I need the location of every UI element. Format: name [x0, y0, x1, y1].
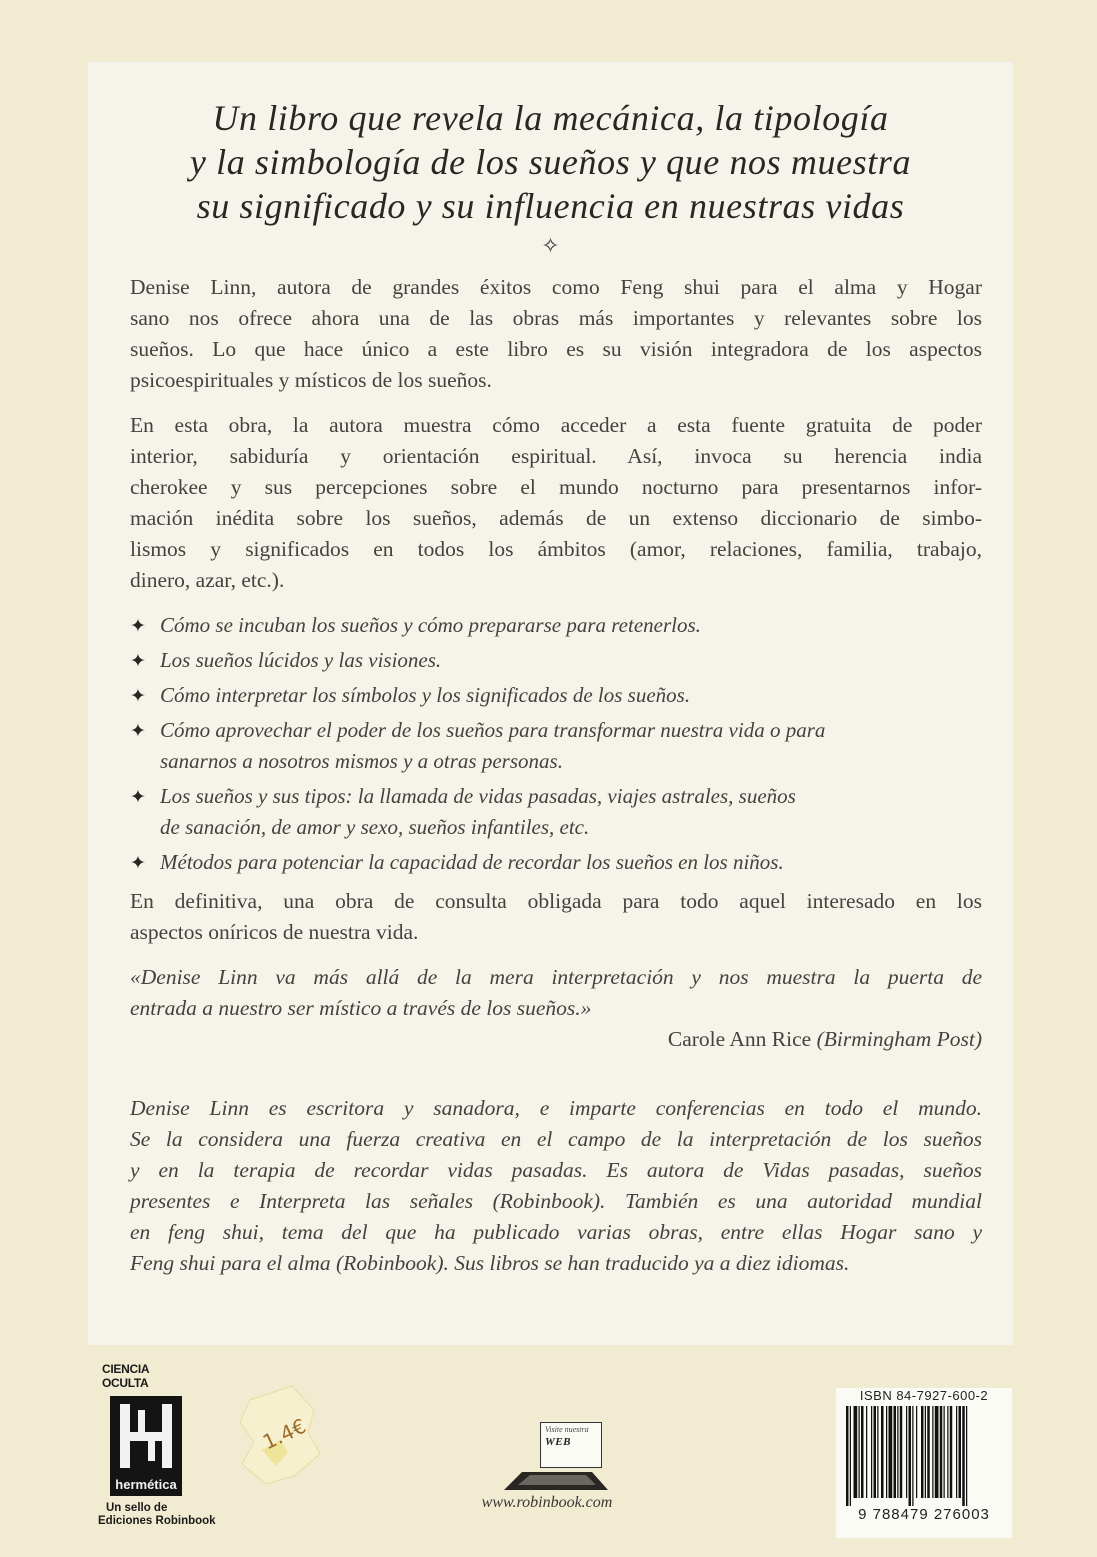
bio-line: Se la considera una fuerza creativa en el campo de la interpretación de los sueños [130, 1127, 982, 1151]
website-url[interactable]: www.robinbook.com [481, 1494, 613, 1511]
barcode-bar [966, 1406, 967, 1506]
star-bullet-icon: ✦ [130, 615, 146, 637]
author-bio [130, 1093, 982, 1279]
barcode-bar [861, 1406, 864, 1498]
list-item-text: sanarnos a nosotros mismos y a otras personas. [160, 749, 563, 773]
barcode-bar [854, 1406, 858, 1498]
barcode-bar [925, 1406, 926, 1498]
barcode-bar [881, 1406, 884, 1498]
bio-line: presentes e Interpreta las señales (Robinbook). También es una autoridad mundial [130, 1189, 982, 1213]
barcode-bar [932, 1406, 933, 1498]
list-item [130, 847, 982, 878]
barcode-bar [894, 1406, 897, 1498]
headline-line: y la simbología de los sueños y que nos muestra [189, 142, 912, 182]
list-item-text: Métodos para potenciar la capacidad de recordar los sueños en los niños. [160, 850, 784, 874]
barcode-bar [962, 1406, 965, 1506]
barcode-bar [921, 1406, 924, 1498]
barcode-bar [850, 1406, 851, 1506]
headline-line: su significado y su influencia en nuestras vidas [196, 186, 905, 226]
quote-line: entrada a nuestro ser místico a través de los sueños.» [130, 996, 592, 1020]
barcode-bar [871, 1406, 872, 1498]
publisher-sub-line: Ediciones Robinbook [98, 1515, 216, 1527]
bio-line: Denise Linn es escritora y sanadora, e imparte conferencias en todo el mundo. [130, 1096, 982, 1120]
bio-line: y en la terapia de recordar vidas pasadas. Es autora de Vidas pasadas, sueños [130, 1158, 982, 1182]
barcode-bar [889, 1406, 893, 1498]
text-line: mación inédita sobre los sueños, además de un extenso diccionario de simbo- [130, 506, 982, 530]
barcode-bar [947, 1406, 948, 1498]
web-visit-text: Visite nuestra [545, 1425, 589, 1434]
barcode-bar [916, 1406, 917, 1498]
monitor-screen [540, 1422, 602, 1468]
hermetica-h-icon [110, 1396, 182, 1476]
barcode-icon [844, 1406, 1004, 1506]
barcode-bar [897, 1406, 898, 1498]
barcode-bar [900, 1406, 903, 1498]
barcode-bar [940, 1406, 943, 1498]
monitor-base-icon [500, 1472, 610, 1492]
website-block [462, 1422, 632, 1522]
ornament-icon: ✧ [541, 234, 560, 259]
text-line: En esta obra, la autora muestra cómo acceder a esta fuente gratuita de poder [130, 413, 982, 437]
text-line: dinero, azar, etc.). [130, 568, 285, 592]
barcode-bar [846, 1406, 849, 1506]
list-item [130, 645, 982, 676]
text-line: interior, sabiduría y orientación espiritual. Así, invoca su herencia india [130, 444, 982, 468]
barcode-bar [959, 1406, 962, 1498]
intro-paragraph [130, 272, 982, 396]
list-item-text: Los sueños y sus tipos: la llamada de vidas pasadas, viajes astrales, sueños [160, 784, 796, 808]
barcode-bar [912, 1406, 913, 1506]
text-line: sueños. Lo que hace único a este libro es su visión integradora de los aspectos [130, 337, 982, 361]
barcode-bar [874, 1406, 877, 1498]
text-line: psicoespirituales y místicos de los sueños. [130, 368, 492, 392]
quote-author: Carole Ann Rice [667, 1027, 812, 1051]
collection-label: CIENCIA OCULTA [102, 1362, 149, 1390]
barcode-bar [906, 1406, 907, 1498]
publisher-name: hermética [115, 1477, 177, 1492]
list-item [130, 781, 982, 843]
text-line: cherokee y sus percepciones sobre el mundo nocturno para presentarnos infor- [130, 475, 982, 499]
conclusion-paragraph [130, 886, 982, 948]
list-item [130, 715, 982, 777]
isbn-barcode [836, 1388, 1012, 1538]
barcode-bar [877, 1406, 878, 1498]
body-text [130, 272, 982, 1279]
list-item [130, 680, 982, 711]
barcode-bar [909, 1406, 912, 1506]
barcode-bar [956, 1406, 957, 1498]
quote-line: «Denise Linn va más allá de la mera interpretación y nos muestra la puerta de [130, 965, 982, 989]
barcode-bar [950, 1406, 953, 1498]
price-sticker [232, 1380, 332, 1490]
star-bullet-icon: ✦ [130, 720, 146, 742]
publisher-subtitle [98, 1502, 216, 1528]
back-cover-panel [88, 62, 1013, 1345]
isbn-label: ISBN 84-7927-600-2 [859, 1388, 989, 1403]
headline-line: Un libro que revela la mecánica, la tipología [212, 98, 889, 138]
sticker-price: 1.4€ [259, 1413, 310, 1455]
star-bullet-icon: ✦ [130, 650, 146, 672]
web-label: WEB [545, 1436, 571, 1448]
barcode-bar [859, 1406, 860, 1498]
text-line: sano nos ofrece ahora una de las obras más importantes y relevantes sobre los [130, 306, 982, 330]
barcode-bar [935, 1406, 939, 1498]
bio-line: Feng shui para el alma (Robinbook). Sus libros se han traducido ya a diez idiomas. [130, 1251, 850, 1275]
text-line: En definitiva, una obra de consulta obligada para todo aquel interesado en los [130, 889, 982, 913]
list-item-text: Cómo se incuban los sueños y cómo prepararse para retenerlos. [160, 613, 701, 637]
barcode-bar [944, 1406, 945, 1498]
text-line: Denise Linn, autora de grandes éxitos como Feng shui para el alma y Hogar [130, 275, 982, 299]
list-item [130, 610, 982, 641]
star-bullet-icon: ✦ [130, 685, 146, 707]
star-bullet-icon: ✦ [130, 852, 146, 874]
barcode-bar [927, 1406, 930, 1498]
text-line: aspectos oníricos de nuestra vida. [130, 920, 419, 944]
review-quote [130, 962, 982, 1024]
list-item-text: Cómo interpretar los símbolos y los significados de los sueños. [160, 683, 691, 707]
hermetica-logo [110, 1396, 182, 1496]
quote-attribution [130, 1024, 982, 1055]
feature-list [130, 610, 982, 878]
publisher-block [98, 1362, 216, 1528]
headline [88, 96, 1013, 228]
barcode-bar [866, 1406, 867, 1498]
list-item-text: Cómo aprovechar el poder de los sueños para transformar nuestra vida o para [160, 718, 826, 742]
list-item-text: Los sueños lúcidos y las visiones. [160, 648, 442, 672]
list-item-text: de sanación, de amor y sexo, sueños infantiles, etc. [160, 815, 590, 839]
quote-source: (Birmingham Post) [816, 1027, 982, 1051]
bio-line: en feng shui, tema del que ha publicado varias obras, entre ellas Hogar sano y [130, 1220, 982, 1244]
barcode-bar [886, 1406, 887, 1498]
second-paragraph [130, 410, 982, 596]
text-line: lismos y significados en todos los ámbitos (amor, relaciones, familia, trabajo, [130, 537, 982, 561]
isbn-digits: 9 788479 276003 [858, 1506, 990, 1523]
publisher-sub-line: Un sello de [106, 1502, 168, 1514]
star-bullet-icon: ✦ [130, 786, 146, 808]
